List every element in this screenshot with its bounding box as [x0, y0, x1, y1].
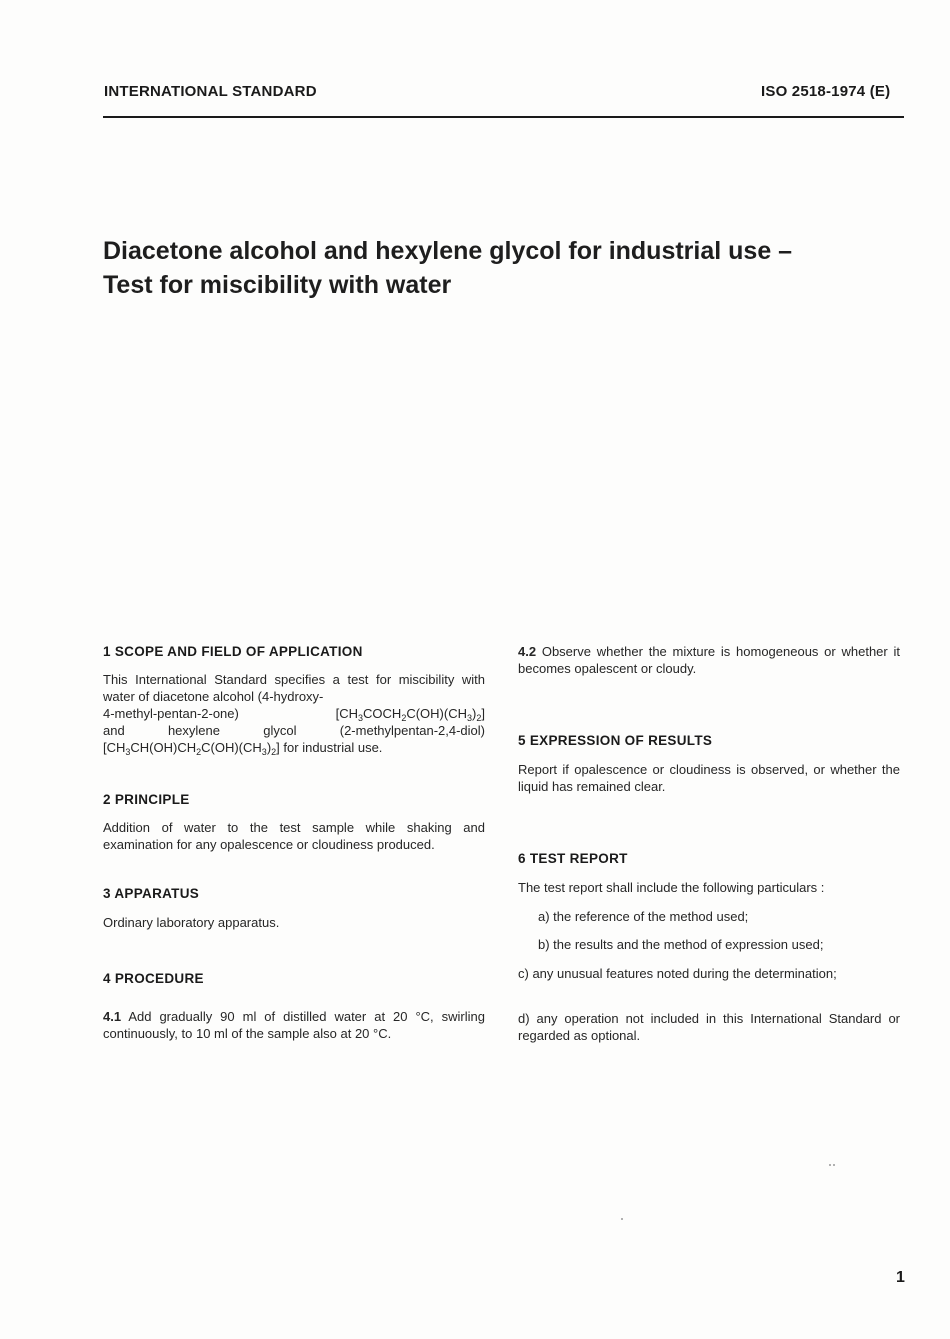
header-rule	[103, 116, 904, 118]
list-item-a: a) the reference of the method used;	[538, 909, 749, 924]
clause-4-1	[103, 1008, 485, 1042]
title-line-2: Test for miscibility with water	[103, 271, 452, 299]
section-5-heading: 5 EXPRESSION OF RESULTS	[518, 733, 713, 748]
scope-line-1: This International Standard specifies a test for miscibility with water of diacetone alcohol (4-hydroxy-	[103, 672, 485, 704]
clause-4-1-text: Add gradually 90 ml of distilled water at 20 °C, swirling continuously, to 10 ml of the sample also at 20 °C.	[103, 1009, 485, 1041]
section-2-heading: 2 PRINCIPLE	[103, 792, 190, 807]
section-5-body: Report if opalescence or cloudiness is observed, or whether the liquid has remained clear.	[518, 762, 900, 794]
scope-name-hexylene-glycol: (2-methylpentan-2,4-diol)	[339, 723, 485, 738]
scope-line-2	[103, 705, 485, 722]
clause-4-2-text: Observe whether the mixture is homogeneous or whether it becomes opalescent or cloudy.	[518, 644, 900, 676]
clause-4-2-number: 4.2	[518, 644, 537, 659]
list-item-b: b) the results and the method of expression used;	[538, 937, 824, 952]
section-3-body: Ordinary laboratory apparatus.	[103, 915, 280, 930]
page-number: 1	[896, 1269, 905, 1286]
document-title	[103, 234, 792, 302]
section-6-heading: 6 TEST REPORT	[518, 851, 628, 866]
scope-line-3	[103, 722, 485, 739]
scan-speck	[829, 1164, 831, 1166]
list-item-d: d) any operation not included in this International Standard or regarded as optional.	[518, 1011, 900, 1043]
header-standard-label: INTERNATIONAL STANDARD	[104, 83, 317, 100]
scope-word-glycol: glycol	[263, 723, 297, 738]
clause-4-2	[518, 643, 900, 677]
scan-speck	[833, 1164, 835, 1166]
header-standard-number: ISO 2518-1974 (E)	[761, 83, 891, 100]
scope-tail: for industrial use.	[283, 740, 383, 755]
clause-4-1-number: 4.1	[103, 1009, 122, 1024]
scan-speck	[621, 1218, 623, 1220]
scope-name-diacetone: 4-methyl-pentan-2-one)	[103, 706, 239, 721]
scope-word-and: and	[103, 723, 125, 738]
title-line-1: Diacetone alcohol and hexylene glycol for industrial use –	[103, 237, 793, 265]
scope-word-hexylene: hexylene	[167, 723, 220, 738]
list-item-c: c) any unusual features noted during the determination;	[518, 966, 837, 981]
formula-diacetone-alcohol: $[CH_3COCH_2C(OH)(CH_3)_2]$	[335, 706, 485, 723]
scope-line-4	[103, 739, 485, 756]
section-2-body: Addition of water to the test sample while shaking and examination for any opalescence or cloudiness produced.	[103, 820, 485, 852]
section-3-heading: 3 APPARATUS	[103, 886, 200, 901]
section-1-body	[103, 671, 485, 756]
section-6-intro: The test report shall include the following particulars :	[518, 880, 825, 895]
section-1-heading: 1 SCOPE AND FIELD OF APPLICATION	[103, 644, 363, 659]
formula-hexylene-glycol: $[CH_3CH(OH)CH_2C(OH)(CH_3)_2]$	[103, 740, 280, 757]
section-4-heading: 4 PROCEDURE	[103, 971, 204, 986]
